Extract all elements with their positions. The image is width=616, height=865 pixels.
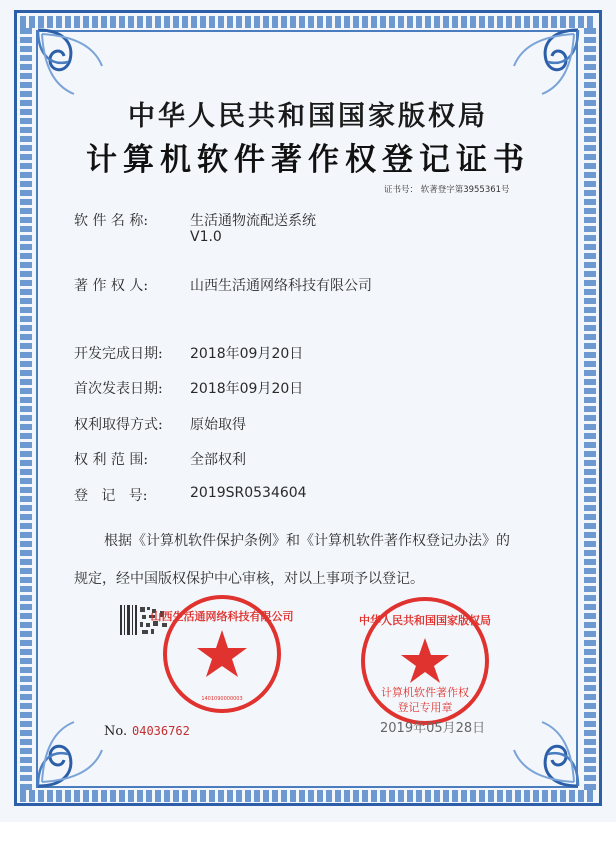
legal-basis-line-1: 根据《计算机软件保护条例》和《计算机软件著作权登记办法》的	[104, 533, 510, 549]
acquisition-method-label: 权利取得方式:	[74, 417, 163, 433]
company-seal-text: 山西生活通网络科技有限公司	[150, 610, 294, 623]
serial-label: No.	[104, 724, 128, 739]
development-date-value: 2018年09月20日	[190, 346, 304, 362]
acquisition-method-value: 原始取得	[190, 417, 246, 433]
registration-number-value: 2019SR0534604	[190, 485, 307, 501]
software-version-value: V1.0	[190, 229, 222, 245]
copyright-office-seal-line-1: 计算机软件著作权	[381, 686, 469, 699]
development-date-label: 开发完成日期:	[74, 346, 163, 362]
corner-ornament-bottom-right	[508, 716, 582, 790]
publication-date-label: 首次发表日期:	[74, 381, 163, 397]
certificate-title: 计算机软件著作权登记证书	[86, 142, 530, 178]
registration-number-label: 登 记 号:	[74, 488, 148, 504]
issue-date: 2019年05月28日	[380, 721, 486, 736]
corner-ornament-bottom-left	[34, 716, 108, 790]
legal-basis-line-2: 规定，经中国版权保护中心审核，对以上事项予以登记。	[74, 571, 424, 587]
copyright-office-seal-line-2: 登记专用章	[397, 701, 453, 714]
fret-band-bottom	[20, 790, 596, 802]
copyright-owner-label: 著 作 权 人:	[74, 278, 149, 294]
publication-date-value: 2018年09月20日	[190, 381, 304, 397]
certificate-number: 证书号： 软著登字第3955361号	[384, 185, 510, 195]
copyright-owner-value: 山西生活通网络科技有限公司	[190, 278, 372, 294]
software-name-value: 生活通物流配送系统	[190, 213, 316, 229]
company-seal	[150, 592, 294, 716]
copyright-office-seal-arc-text: 中华人民共和国国家版权局	[359, 614, 491, 627]
issuing-authority: 中华人民共和国国家版权局	[128, 101, 488, 132]
corner-ornament-top-right	[508, 26, 582, 100]
corner-ornament-top-left	[34, 26, 108, 100]
software-name-label: 软 件 名 称:	[74, 213, 149, 229]
rights-scope-value: 全部权利	[190, 452, 246, 468]
company-seal-code: 1401090000003	[201, 696, 243, 702]
serial-number: 04036762	[132, 724, 190, 738]
rights-scope-label: 权 利 范 围:	[74, 452, 149, 468]
copyright-office-seal	[358, 594, 492, 728]
